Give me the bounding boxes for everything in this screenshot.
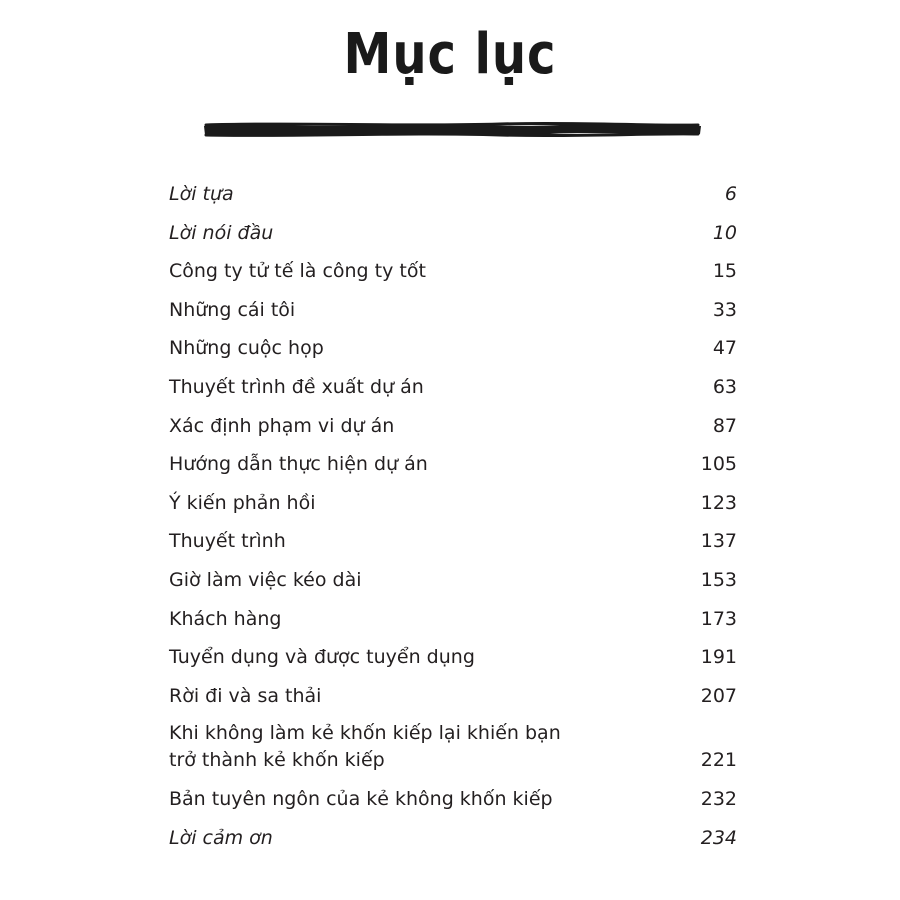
toc-entry-title: Bản tuyên ngôn của kẻ không khốn kiếp	[169, 787, 553, 810]
toc-entry[interactable]	[169, 257, 737, 285]
toc-entry-page-number: 105	[700, 453, 737, 476]
toc-entry-title: Thuyết trình	[169, 530, 286, 553]
toc-entry-page-number: 33	[712, 298, 737, 321]
toc-entry-title: Công ty tử tế là công ty tốt	[169, 260, 426, 283]
toc-entry-page-number: 6	[724, 183, 737, 205]
toc-entry-page-number: 207	[700, 684, 737, 707]
toc-entry-page-number: 15	[712, 260, 737, 283]
toc-entry-title: Hướng dẫn thực hiện dự án	[169, 453, 428, 476]
toc-entry-page-number: 123	[700, 491, 737, 514]
toc-entry[interactable]	[169, 824, 737, 852]
toc-entry-page-number: 137	[700, 530, 737, 553]
toc-entry-title: Thuyết trình đề xuất dự án	[169, 375, 424, 398]
toc-entry[interactable]	[169, 334, 737, 362]
toc-entry[interactable]	[169, 219, 737, 247]
toc-entry[interactable]	[169, 720, 737, 774]
toc-entry-page-number: 87	[712, 414, 737, 437]
toc-entry[interactable]	[169, 180, 737, 208]
toc-entry[interactable]	[169, 643, 737, 671]
toc-entry-page-number: 191	[700, 646, 737, 669]
toc-entry[interactable]	[169, 785, 737, 813]
toc-entry[interactable]	[169, 566, 737, 594]
toc-entry-title: Giờ làm việc kéo dài	[169, 568, 362, 591]
toc-entry-title: Lời tựa	[169, 183, 234, 205]
toc-entry-title: Tuyển dụng và được tuyển dụng	[169, 646, 475, 669]
toc-entry[interactable]	[169, 489, 737, 517]
toc-entry[interactable]	[169, 412, 737, 440]
toc-entry[interactable]	[169, 373, 737, 401]
toc-entry[interactable]	[169, 527, 737, 555]
toc-entry-title: Những cái tôi	[169, 298, 296, 321]
toc-entry-title: Lời cảm ơn	[169, 826, 273, 849]
toc-entry-title: Khi không làm kẻ khốn kiếp lại khiến bạn trở thành kẻ khốn kiếp	[169, 722, 561, 772]
toc-entry-title: Ý kiến phản hồi	[169, 491, 316, 514]
toc-entry-page-number: 173	[700, 607, 737, 630]
toc-entry-page-number: 47	[712, 337, 737, 360]
toc-entry-title: Những cuộc họp	[169, 337, 324, 360]
toc-entry[interactable]	[169, 605, 737, 633]
toc-entry-page-number: 232	[700, 787, 737, 810]
toc-entry-page-number: 63	[712, 375, 737, 398]
toc-entry-page-number: 221	[700, 749, 737, 772]
toc-entry-title: Khách hàng	[169, 607, 282, 630]
toc-entry[interactable]	[169, 450, 737, 478]
toc-entry-page-number: 153	[700, 568, 737, 591]
toc-entry-page-number: 234	[700, 826, 737, 849]
toc-entry-title: Rời đi và sa thải	[169, 684, 322, 707]
toc-entry-title: Lời nói đầu	[169, 221, 274, 244]
toc-entry-page-number: 10	[712, 221, 737, 244]
table-of-contents	[169, 180, 737, 862]
toc-entry-title: Xác định phạm vi dự án	[169, 414, 395, 437]
toc-entry[interactable]	[169, 682, 737, 710]
title-underline-brush	[200, 116, 705, 142]
page-title: Mục lục	[343, 22, 557, 87]
toc-entry[interactable]	[169, 296, 737, 324]
